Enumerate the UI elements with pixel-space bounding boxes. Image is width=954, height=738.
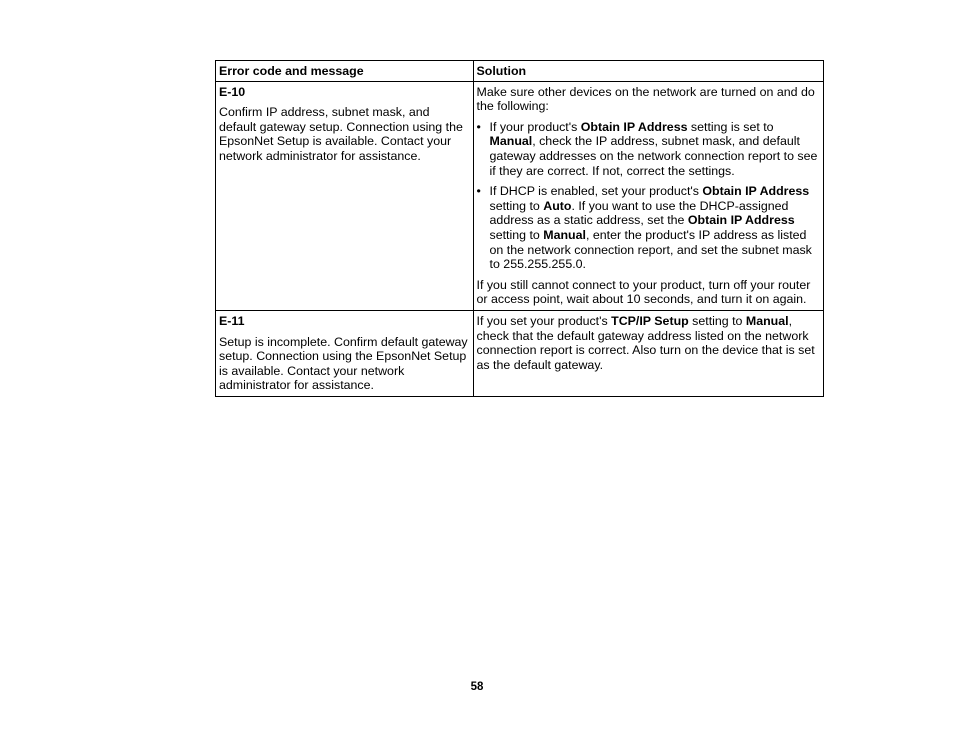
bold-term: Manual [489, 134, 533, 149]
page-number: 58 [470, 681, 484, 693]
error-code-table [215, 60, 824, 397]
error-message: Setup is incomplete. Confirm default gateway setup. Connection using the EpsonNet Setup is available. Contact your network administrator for assistance. [219, 334, 468, 393]
solution-bullet [477, 120, 820, 178]
bold-term: Obtain IP Address [687, 213, 795, 228]
solution-bullet [477, 184, 820, 272]
error-message: Confirm IP address, subnet mask, and default gateway setup. Connection using the EpsonNet Setup is available. Contact your network administrator for assistance. [219, 105, 463, 163]
bullet-icon: • [476, 119, 481, 134]
bold-term: Manual [745, 313, 789, 328]
column-header-error-code: Error code and message [216, 61, 474, 82]
error-cell [216, 310, 474, 396]
bold-term: Manual [543, 227, 586, 242]
solution-outro: If you still cannot connect to your product, turn off your router or access point, wait about 10 seconds, and turn it on again. [476, 277, 811, 307]
bold-term: Obtain IP Address [580, 119, 688, 134]
bold-term: TCP/IP Setup [611, 313, 689, 328]
table-header-row [216, 61, 824, 82]
bold-term: Auto [543, 198, 572, 213]
column-header-solution: Solution [473, 61, 823, 82]
bold-term: Obtain IP Address [702, 184, 810, 199]
solution-intro: Make sure other devices on the network are turned on and do the following: [476, 84, 815, 114]
bullet-icon: • [476, 184, 481, 199]
solution-bullet-list [477, 120, 820, 272]
solution-cell [473, 310, 823, 396]
solution-cell [473, 81, 823, 310]
error-code: E-11 [219, 313, 245, 328]
table-row-e11 [216, 310, 824, 396]
table-row-e10 [216, 81, 824, 310]
error-code: E-10 [219, 84, 246, 99]
solution-intro: If you set your product's TCP/IP Setup setting to Manual, check that the default gateway address listed on the network connection report is correct. Also turn on the device that is set as the default gateway. [476, 313, 815, 372]
solution-bullet-text: If DHCP is enabled, set your product's Obtain IP Address setting to Auto. If you want to use the DHCP-assigned address as a static address, set the Obtain IP Address setting to Manual, enter the product's IP address as listed on the network connection report, and set the subnet mask to 255.255.255.0. [489, 184, 812, 272]
solution-bullet-text: If your product's Obtain IP Address setting is set to Manual, check the IP address, subnet mask, and default gateway addresses on the network connection report to see if they are correct. If not, correct the settings. [489, 119, 818, 178]
error-cell [216, 81, 474, 310]
